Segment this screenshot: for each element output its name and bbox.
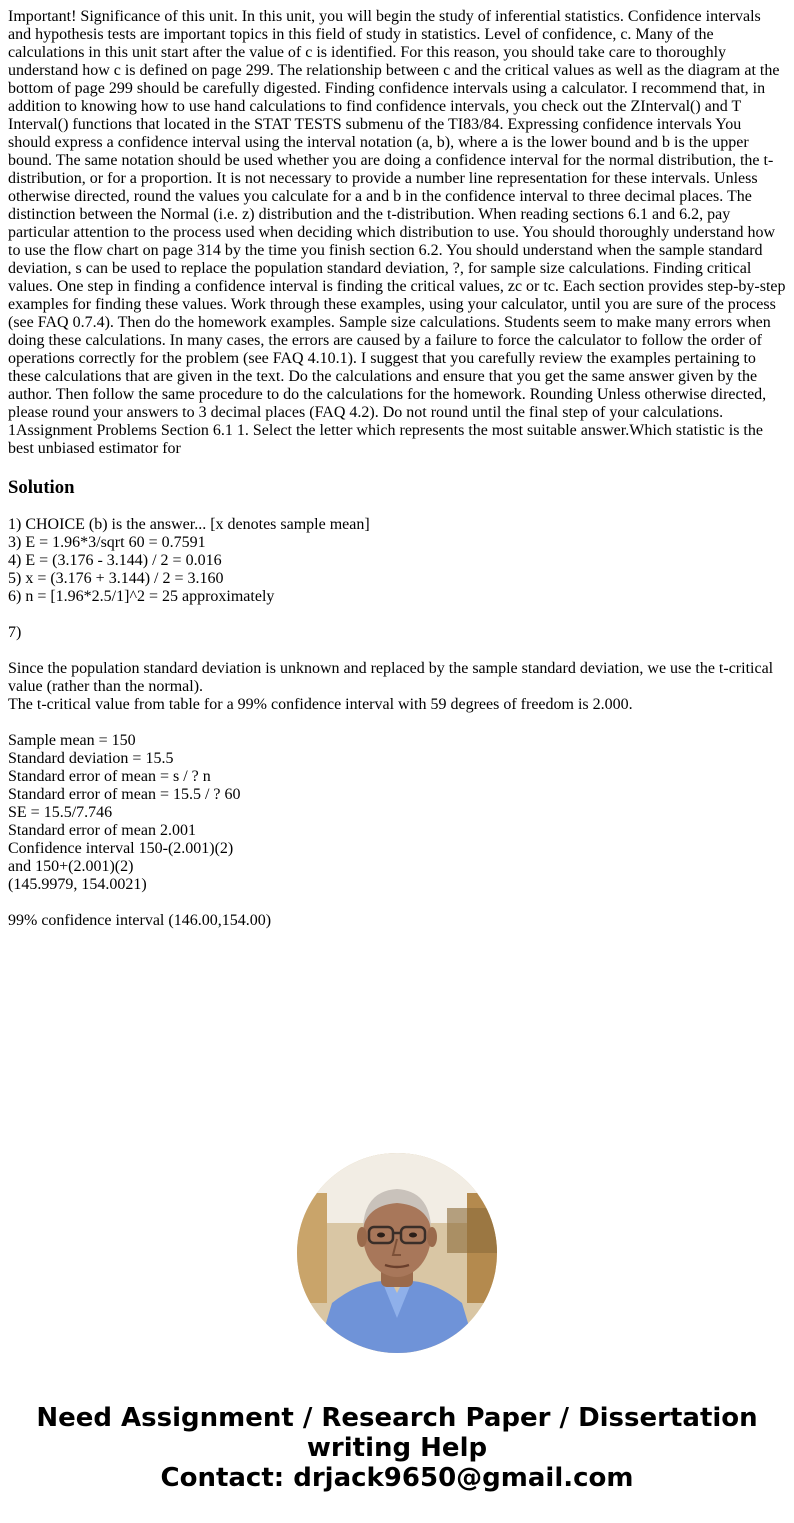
solution-heading: Solution: [8, 477, 75, 498]
answer-3: 3) E = 1.96*3/sqrt 60 = 0.7591: [8, 534, 206, 551]
step-line: and 150+(2.001)(2): [8, 858, 134, 875]
answer-6: 6) n = [1.96*2.5/1]^2 = 25 approximately: [8, 588, 275, 605]
final-answer: 99% confidence interval (146.00,154.00): [8, 912, 272, 929]
solution-body: [8, 516, 786, 930]
step-line: Confidence interval 150-(2.001)(2): [8, 840, 234, 857]
cta-line-1: Need Assignment / Research Paper / Dissertation: [36, 1403, 758, 1433]
cta-contact-email: Contact: drjack9650@gmail.com: [160, 1463, 634, 1493]
step-line: Standard deviation = 15.5: [8, 750, 174, 767]
answer-4: 4) E = (3.176 - 3.144) / 2 = 0.016: [8, 552, 222, 569]
answer-7-t-critical: The t-critical value from table for a 99% confidence interval with 59 degrees of freedom is 2.000.: [8, 696, 633, 713]
step-line: SE = 15.5/7.746: [8, 804, 113, 821]
cta-line-2: writing Help: [306, 1433, 488, 1463]
step-line: Standard error of mean = s / ? n: [8, 768, 211, 785]
question-text: Important! Significance of this unit. In this unit, you will begin the study of inferential statistics. Confidence intervals and hypothesis tests are important topics in this field of study in statistics. Level of confidence, c. Many of the calculations in this unit start after the value of c is identified. For this reason, you should take care to thoroughly understand how c is defined on page 299. The relationship between c and the critical values as well as the diagram at the bottom of page 299 should be carefully digested. Finding confidence intervals using a calculator. I recommend that, in addition to knowing how to use hand calculations to find confidence intervals, you check out the ZInterval() and T Interval() functions that located in the STAT TESTS submenu of the TI83/84. Expressing confidence intervals You should express a confidence interval using the interval notation (a, b), where a is the lower bound and b is the upper bound. The same notation should be used whether you are doing a confidence interval for the normal distribution, the t-distribution, or for a proportion. It is not necessary to provide a number line representation for these intervals. Unless otherwise directed, round the values you calculate for a and b in the confidence interval to three decimal places. The distinction between the Normal (i.e. z) distribution and the t-distribution. When reading sections 6.1 and 6.2, pay particular attention to the process used when deciding which distribution to use. You should thoroughly understand how to use the flow chart on page 314 by the time you finish section 6.2. You should understand when the sample standard deviation, s can be used to replace the population standard deviation, ?, for sample size calculations. Finding critical values. One step in finding a confidence interval is finding the critical values, zc or tc. Each section provides step-by-step examples for finding these values. Work through these examples, using your calculator, until you are sure of the process (see FAQ 0.7.4). Then do the homework examples. Sample size calculations. Students seem to make many errors when doing these calculations. In many cases, the errors are caused by a failure to force the calculator to follow the order of operations correctly for the problem (see FAQ 4.10.1). I suggest that you carefully review the examples pertaining to these calculations that are given in the text. Do the calculations and ensure that you get the same answer given by the author. Then follow the same procedure to do the calculations for the homework. Rounding Unless otherwise directed, please round your answers to 3 decimal places (FAQ 4.2). Do not round until the final step of your calculations. 1Assignment Problems Section 6.1 1. Select the letter which represents the most suitable answer.Which statistic is the best unbiased estimator for: [8, 8, 786, 457]
step-line: (145.9979, 154.0021): [8, 876, 147, 893]
answer-7-explanation: Since the population standard deviation is unknown and replaced by the sample standard deviation, we use the t-critical value (rather than the normal).: [8, 660, 774, 695]
step-line: Standard error of mean 2.001: [8, 822, 196, 839]
author-photo: [297, 1153, 497, 1353]
answer-7-label: 7): [8, 624, 22, 641]
step-line: Standard error of mean = 15.5 / ? 60: [8, 786, 241, 803]
step-line: Sample mean = 150: [8, 732, 136, 749]
contact-banner: [0, 1403, 794, 1493]
answer-5: 5) x = (3.176 + 3.144) / 2 = 3.160: [8, 570, 224, 587]
answer-1: 1) CHOICE (b) is the answer... [x denotes sample mean]: [8, 516, 370, 533]
